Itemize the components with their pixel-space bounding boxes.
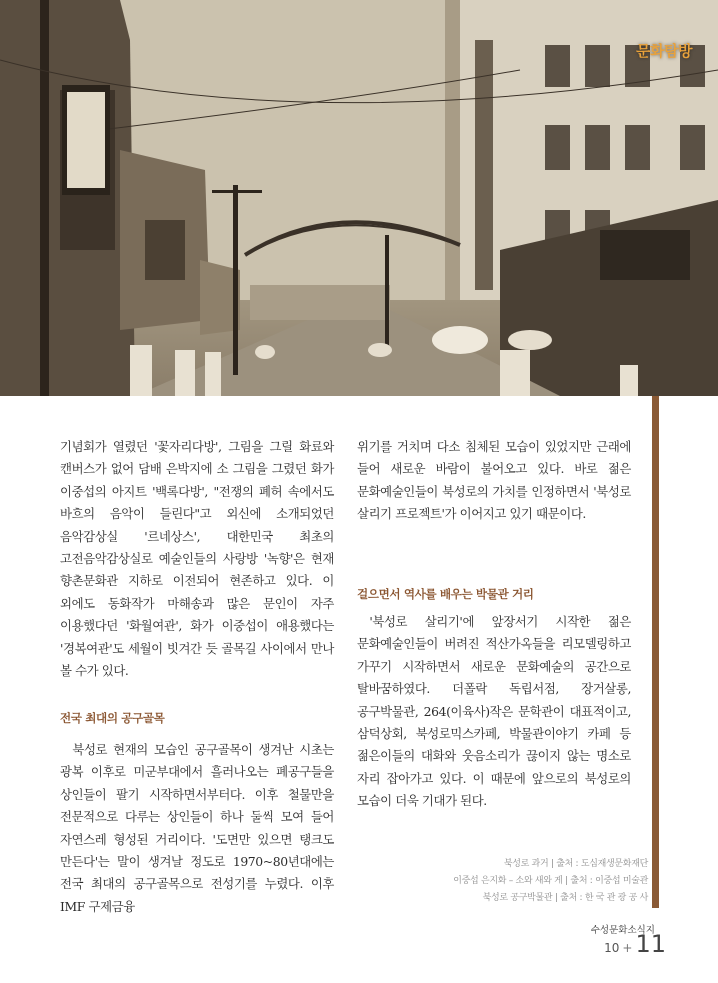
left-paragraph-1: 기념회가 열렸던 '꽃자리다방', 그림을 그릴 화료와 캔버스가 없어 담배 은박지에 소 그림을 그렸던 화가 이중섭의 아지트 '백록다방', "전쟁의 폐허 속에서도 바흐의 음악이 들린다"고 외신에 소개되었던 음악감상실 '르네상스', 대한민국 최초의 고전음악감상실로 예술인들의 사랑방 '녹향'은 현재 향촌문화관 지하로 이전되어 현존하고 있다. 이 외에도 동화작가 마해송과 많은 문인이 자주 이용했다던 '화월여관', 화가 이중섭이 애용했다는 '경복여관'도 세월이 빗겨간 듯 골목길 사이에서 만나 볼 수가 있다. <box>60 439 334 679</box>
caption: 북성로 과거 | 출처 : 도심재생문화재단 <box>503 859 648 869</box>
right-heading: 걸으면서 역사를 배우는 박물관 거리 <box>357 587 534 601</box>
historic-street-photo <box>0 0 718 396</box>
section-tag: 문화탐방 <box>636 42 692 60</box>
street-scene-illustration <box>0 0 718 396</box>
left-column <box>60 436 334 914</box>
publication-name: 수성문화소식지 <box>590 925 655 936</box>
page-number-left: 10 <box>604 941 620 955</box>
caption: 이중섭 은지화 – 소와 새와 게 | 출처 : 이중섭 미술관 <box>453 876 648 886</box>
accent-bar <box>652 396 659 908</box>
page-numbers <box>604 930 666 958</box>
page-separator: + <box>622 941 633 955</box>
right-paragraph-2: '북성로 살리기'에 앞장서기 시작한 젊은 문화예술인들이 버려진 적산가옥들을 리모델링하고 가꾸기 시작하면서 새로운 문화예술의 공간으로 탈바꿈하였다. 더폴락 독립서점, 장거살롱, 공구박물관, 264(이육사)작은 문학관이 대표적이고, 삼덕상회, 북성로믹스카페, 박물관이야기 카페 등 젊은이들의 대화와 웃음소리가 끊이지 않는 명소로 자리 잡아가고 있다. 이 때문에 앞으로의 북성로의 모습이 더욱 기대가 된다. <box>357 614 631 809</box>
page-number-right: 11 <box>635 930 666 958</box>
right-paragraph-1: 위기를 거치며 다소 침체된 모습이 있었지만 근래에 들어 새로운 바람이 불어오고 있다. 바로 젊은 문화예술인들이 북성로의 가치를 인정하면서 '북성로 살리기 프로젝트'가 이어지고 있기 때문이다. <box>357 439 631 522</box>
caption: 북성로 공구박물관 | 출처 : 한 국 관 광 공 사 <box>482 893 648 903</box>
left-heading: 전국 최대의 공구골목 <box>60 711 165 725</box>
left-paragraph-2: 북성로 현재의 모습인 공구골목이 생겨난 시초는 광복 이후로 미군부대에서 흘러나오는 폐공구들을 상인들이 팔기 시작하면서부터다. 이후 철물만을 전문적으로 다루는 상인들이 하나 둘씩 모여 들어 자연스레 형성된 거리이다. '도면만 있으면 탱크도 만든다'는 말이 생겨날 정도로 1970~80년대에는 전국 최대의 공구골목으로 전성기를 누렸다. 이후 IMF 구제금융 <box>60 742 334 914</box>
photo-captions <box>453 856 648 907</box>
